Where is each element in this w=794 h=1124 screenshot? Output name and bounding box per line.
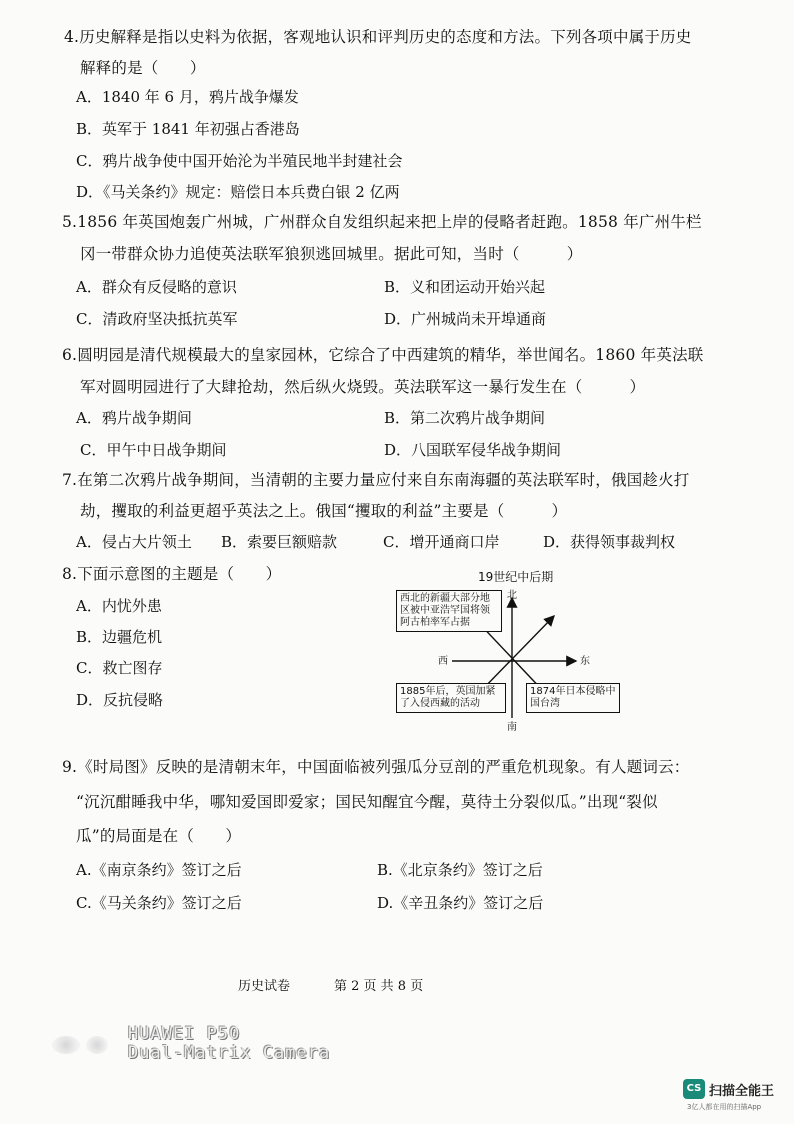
camera-lens-blur (86, 1036, 108, 1054)
camscanner-tagline: 3亿人都在用的扫描App (687, 1103, 762, 1111)
camera-lens-blur (52, 1036, 80, 1054)
q5-stem-line1: 5.1856 年英国炮轰广州城，广州群众自发组织起来把上岸的侵略者赶跑。1858 年广州牛栏 (62, 213, 702, 231)
diagram-north-label: 北 (507, 590, 517, 601)
diagram-south-label: 南 (507, 722, 517, 733)
q7-stem-line1: 7.在第二次鸦片战争期间，当清朝的主要力量应付来自东南海疆的英法联军时，俄国趁火打 (62, 471, 690, 489)
q7-option-d: D．获得领事裁判权 (543, 533, 676, 551)
q9-option-d: D.《辛丑条约》签订之后 (377, 894, 544, 912)
q4-option-d: D．《马关条约》规定：赔偿日本兵费白银 2 亿两 (76, 183, 400, 201)
q7-option-b: B．索要巨额赔款 (221, 533, 338, 551)
diagram-east-label: 东 (580, 656, 590, 667)
q8-compass-diagram (366, 570, 626, 740)
q7-stem-line2: 劫，攫取的利益更超乎英法之上。俄国“攫取的利益”主要是（ ） (80, 502, 568, 520)
q6-option-b: B．第二次鸦片战争期间 (384, 409, 546, 427)
q8-option-d: D．反抗侵略 (76, 691, 164, 709)
q8-option-c: C．救亡图存 (76, 659, 163, 677)
camera-watermark-line2: Dual-Matrix Camera (128, 1043, 331, 1063)
footer-subject: 历史试卷 (238, 979, 291, 994)
q8-option-a: A．内忧外患 (76, 597, 162, 615)
q4-option-c: C．鸦片战争使中国开始沦为半殖民地半封建社会 (76, 152, 403, 170)
diagram-west-label: 西 (438, 656, 448, 667)
q6-option-d: D．八国联军侵华战争期间 (384, 441, 562, 459)
q9-stem-line3: 瓜”的局面是在（ ） (76, 827, 242, 845)
q8-option-b: B．边疆危机 (76, 628, 163, 646)
q5-stem-line2: 冈一带群众协力追使英法联军狼狈逃回城里。据此可知，当时（ ） (80, 245, 583, 263)
q9-option-a: A.《南京条约》签订之后 (76, 861, 242, 879)
q5-option-a: A．群众有反侵略的意识 (76, 278, 237, 296)
q9-stem-line2: “沉沉酣睡我中华，哪知爱国即爱家；国民知醒宜今醒，莫待土分裂似瓜。”出现“裂似 (76, 793, 658, 811)
q5-option-c: C．清政府坚决抵抗英军 (76, 310, 238, 328)
q5-option-b: B．义和团运动开始兴起 (384, 278, 546, 296)
q6-stem-line2: 军对圆明园进行了大肆抢劫，然后纵火烧毁。英法联军这一暴行发生在（ ） (80, 378, 646, 396)
q6-stem-line1: 6.圆明园是清代规模最大的皇家园林，它综合了中西建筑的精华，举世闻名。1860 年英法联 (62, 346, 704, 364)
camscanner-logo-icon: CS (683, 1079, 705, 1099)
q6-option-c: C．甲午中日战争期间 (80, 441, 227, 459)
q8-stem: 8.下面示意图的主题是（ ） (62, 565, 282, 583)
q7-option-c: C．增开通商口岸 (383, 533, 500, 551)
q7-option-a: A．侵占大片领土 (76, 533, 192, 551)
q6-option-a: A．鸦片战争期间 (76, 409, 192, 427)
q5-option-d: D．广州城尚未开埠通商 (384, 310, 547, 328)
q4-stem-line1: 4.历史解释是指以史料为依据，客观地认识和评判历史的态度和方法。下列各项中属于历史 (64, 28, 692, 46)
diagram-box-southwest: 1885年后，英国加紧了入侵西藏的活动 (396, 683, 506, 713)
camera-watermark-model: HUAWEI P50 (128, 1024, 241, 1044)
q4-option-b: B．英军于 1841 年初强占香港岛 (76, 120, 300, 138)
q9-stem-line1: 9.《时局图》反映的是清朝末年，中国面临被列强瓜分豆剖的严重危机现象。有人题词云： (62, 758, 690, 776)
diagram-box-northwest: 西北的新疆大部分地区被中亚浩罕国将领阿古柏率军占据 (396, 590, 502, 632)
diagram-title: 19世纪中后期 (478, 570, 554, 584)
q9-option-b: B.《北京条约》签订之后 (377, 861, 543, 879)
footer-page-number: 第 2 页 共 8 页 (334, 979, 424, 994)
q4-option-a: A．1840 年 6 月，鸦片战争爆发 (76, 88, 299, 106)
q9-option-c: C.《马关条约》签订之后 (76, 894, 242, 912)
diagram-box-southeast: 1874年日本侵略中国台湾 (526, 683, 620, 713)
camscanner-name: 扫描全能王 (709, 1084, 775, 1099)
q4-stem-line2: 解释的是（ ） (80, 59, 206, 77)
